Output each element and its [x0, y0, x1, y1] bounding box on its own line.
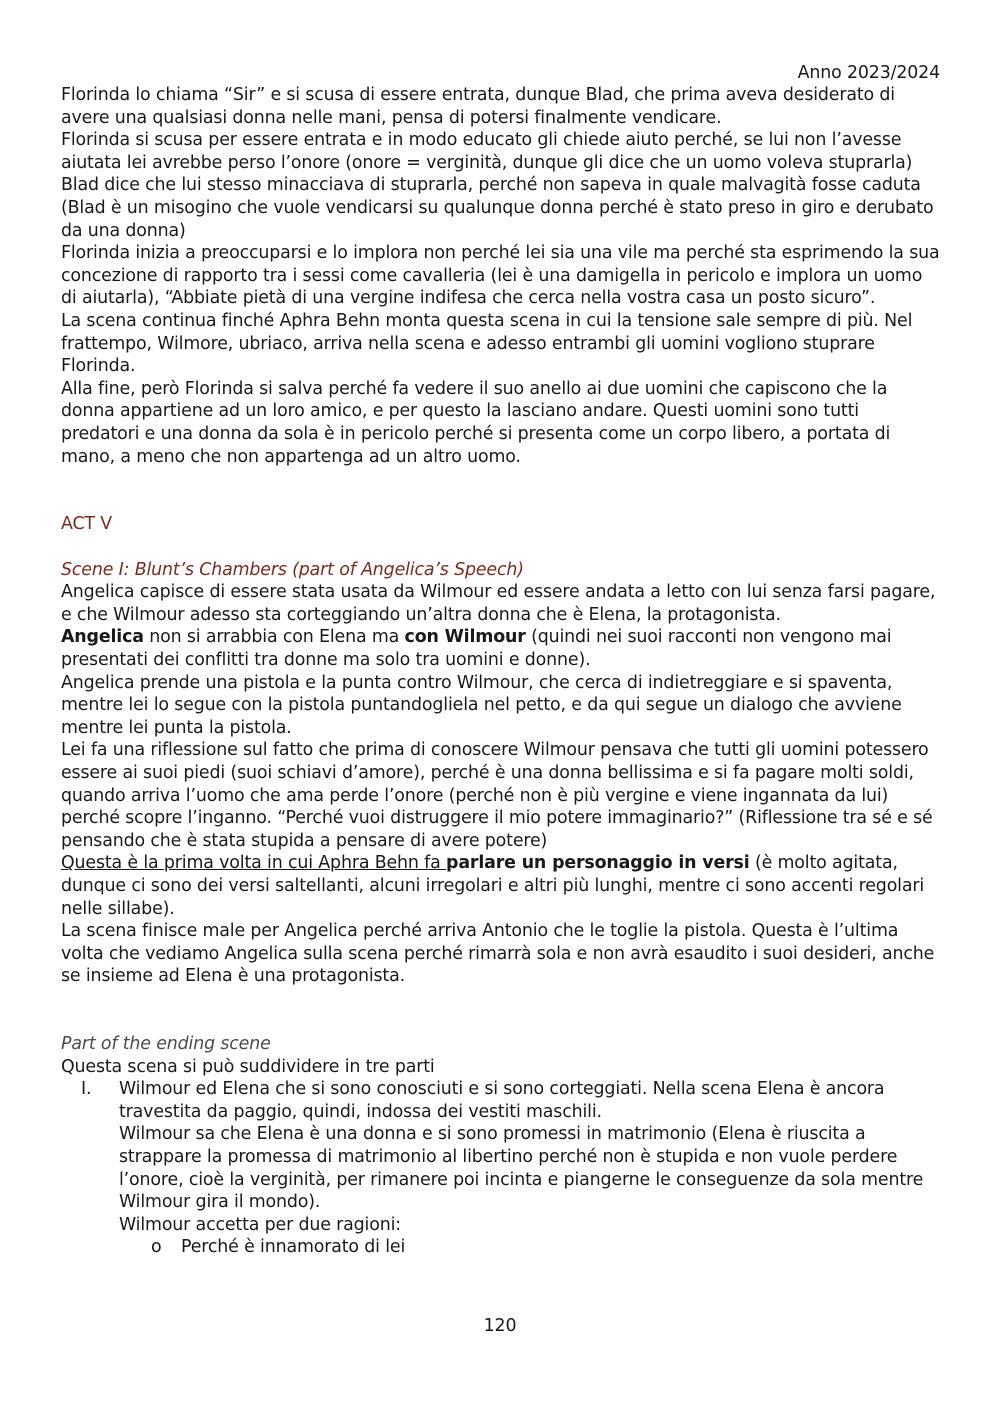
paragraph: Angelica prende una pistola e la punta contro Wilmour, che cerca di indietreggiare e si spaventa, mentre lei lo segue con la pistola puntandogliela nel petto, e da qui segue un dialogo che avviene mentre lei punta la pistola.: [61, 672, 902, 738]
sub-list-item: [119, 1236, 941, 1259]
sub-list: [119, 1236, 941, 1259]
text-span: (quindi nei suoi racconti non vengono mai presentati dei conflitti tra donne ma solo tra uomini e donne).: [61, 627, 892, 671]
bold-text: Angelica: [61, 627, 144, 648]
paragraph: Florinda inizia a preoccuparsi e lo implora non perché lei sia una vile ma perché sta esprimendo la sua concezione di rapporto tra i sessi come cavalleria (lei è una damigella in pericolo e implora un uomo di aiutarla), “Abbiate pietà di una vergine indifesa che cerca nella vostra casa un posto sicuro”.: [61, 243, 940, 309]
page-number: 120: [483, 1316, 517, 1336]
paragraph: [61, 626, 941, 671]
part-heading: Part of the ending scene: [61, 1033, 271, 1054]
paragraph: [61, 852, 941, 920]
paragraph: La scena continua finché Aphra Behn monta questa scena in cui la tensione sale sempre di più. Nel frattempo, Wilmore, ubriaco, arriva nella scena e adesso entrambi gli uomini vogliono stuprare Florinda.: [61, 310, 913, 377]
bold-text: parlare un personaggio in versi: [446, 853, 750, 874]
text-span: (è molto agitata, dunque ci sono dei versi saltellanti, alcuni irregolari e altri più lunghi, mentre ci sono accenti regolari nelle sillabe).: [61, 853, 925, 919]
paragraph: La scena finisce male per Angelica perché arriva Antonio che le toglie la pistola. Questa è l’ultima volta che vediamo Angelica sulla scena perché rimarrà sola e non avrà esaudito i suoi desideri, anche se insieme ad Elena è una protagonista.: [61, 921, 935, 987]
roman-list: [61, 1078, 941, 1259]
list-item-text: Wilmour ed Elena che si sono conosciuti e si sono corteggiati. Nella scena Elena è ancora travestita da paggio, quindi, indossa dei vestiti maschili.: [119, 1079, 885, 1122]
scene-heading: Scene I: Blunt’s Chambers (part of Angelica’s Speech): [61, 559, 524, 580]
act-heading: ACT V: [61, 514, 113, 535]
bullet-icon: o: [151, 1237, 162, 1258]
paragraph: Florinda si scusa per essere entrata e in modo educato gli chiede aiuto perché, se lui non l’avesse aiutata lei avrebbe perso l’onore (onore = verginità, dunque gli dice che un uomo voleva stuprarla): [61, 130, 913, 173]
list-marker: I.: [81, 1079, 92, 1100]
list-item: [61, 1078, 941, 1259]
paragraph: Alla fine, però Florinda si salva perché fa vedere il suo anello ai due uomini che capiscono che la donna appartiene ad un loro amico, e per questo la lasciano andare. Questi uomini sono tutti predatori e una donna da sola è in pericolo perché si presenta come un corpo libero, a portata di mano, a meno che non appartenga ad un altro uomo.: [61, 378, 891, 467]
list-item-text: Wilmour sa che Elena è una donna e si sono promessi in matrimonio (Elena è riuscita a strappare la promessa di matrimonio al libertino perché non è stupida e non vuole perdere l’onore, cioè la verginità, per rimanere poi incinta e piangerne le conseguenze da sola mentre Wilmour gira il mondo).: [119, 1124, 924, 1213]
paragraph: Angelica capisce di essere stata usata da Wilmour ed essere andata a letto con lui senza farsi pagare, e che Wilmour adesso sta corteggiando un’altra donna che è Elena, la protagonista.: [61, 582, 936, 625]
paragraph: Lei fa una riflessione sul fatto che prima di conoscere Wilmour pensava che tutti gli uomini potessero essere ai suoi piedi (suoi schiavi d’amore), perché è una donna bellissima e si fa pagare molti soldi, quando arriva l’uomo che ama perde l’onore (perché non è più vergine e viene ingannata da lui) perché scopre l’inganno. “Perché vuoi distruggere il mio potere immaginario?” (Riflessione tra sé e sé pensando che è stata stupida a pensare di avere potere): [61, 740, 933, 851]
paragraph: Florinda lo chiama “Sir” e si scusa di essere entrata, dunque Blad, che prima aveva desiderato di avere una qualsiasi donna nelle mani, pensa di potersi finalmente vendicare.: [61, 85, 895, 128]
list-item-text: Wilmour accetta per due ragioni:: [119, 1214, 401, 1235]
page-content: [61, 84, 941, 1259]
text-span: non si arrabbia con Elena ma: [143, 627, 405, 648]
paragraph: Questa scena si può suddividere in tre parti: [61, 1056, 435, 1077]
header-year: Anno 2023/2024: [797, 63, 940, 83]
sub-list-item-text: Perché è innamorato di lei: [181, 1237, 406, 1258]
paragraph: Blad dice che lui stesso minacciava di stuprarla, perché non sapeva in quale malvagità fosse caduta (Blad è un misogino che vuole vendicarsi su qualunque donna perché è stato preso in giro e derubato da una donna): [61, 175, 934, 241]
bold-text: con Wilmour: [404, 627, 526, 648]
underlined-text: Questa è la prima volta in cui Aphra Behn fa: [61, 853, 447, 874]
